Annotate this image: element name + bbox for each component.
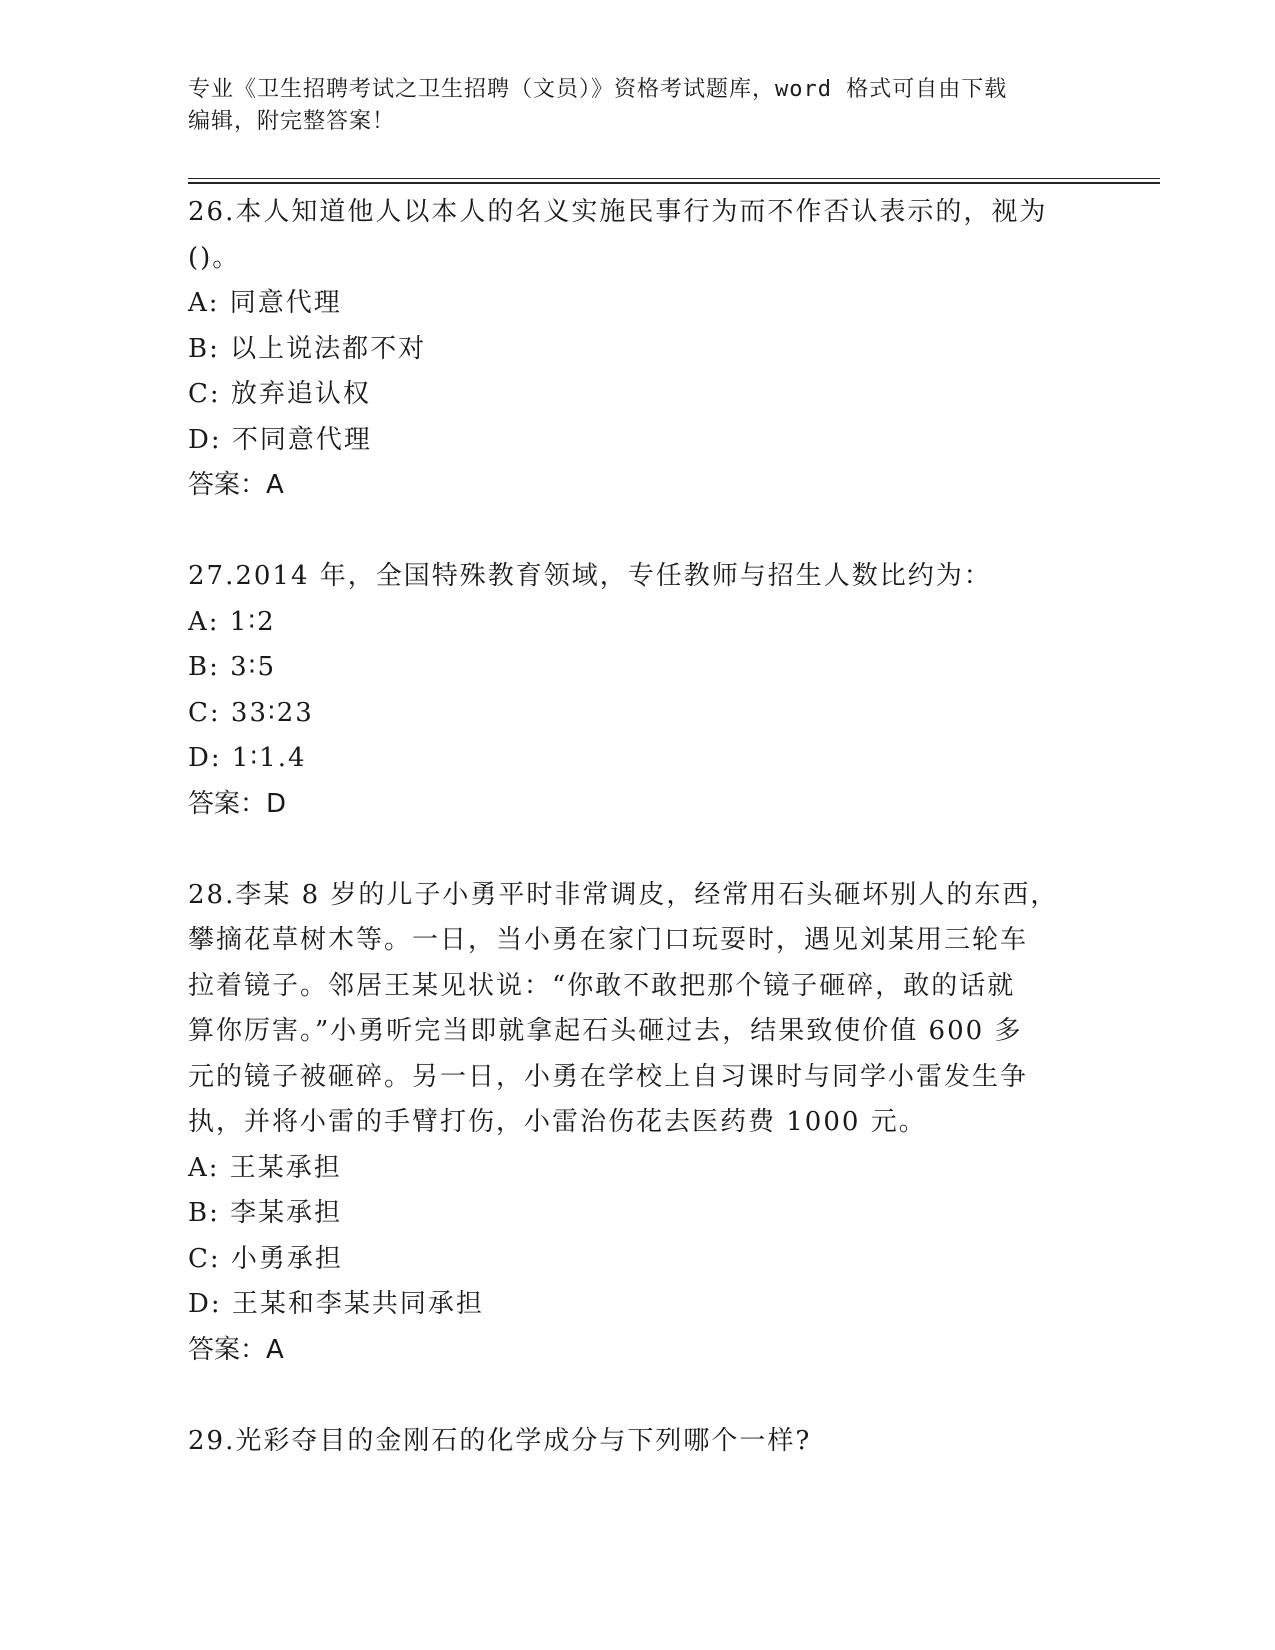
question-stem: 算你厉害。”小勇听完当即就拿起石头砸过去，结果致使价值 600 多 bbox=[188, 1016, 1023, 1046]
question-27 bbox=[188, 554, 1088, 827]
answer: 答案：A bbox=[188, 470, 284, 500]
option-c: C: 33∶23 bbox=[188, 697, 314, 728]
header-divider-thick bbox=[188, 182, 1160, 184]
question-28 bbox=[188, 873, 1088, 1374]
question-list bbox=[188, 190, 1088, 1464]
question-stem: 攀摘花草树木等。一日，当小勇在家门口玩耍时，遇见刘某用三轮车 bbox=[188, 925, 1029, 955]
option-b: B: 3∶5 bbox=[188, 652, 276, 682]
spacer bbox=[188, 1373, 1088, 1419]
header-line-2: 编辑，附完整答案！ bbox=[188, 109, 396, 134]
spacer bbox=[188, 509, 1088, 555]
document-header bbox=[188, 74, 1088, 138]
option-d: D: 王某和李某共同承担 bbox=[188, 1289, 484, 1319]
question-stem: 28.李某 8 岁的儿子小勇平时非常调皮，经常用石头砸坏别人的东西， bbox=[188, 879, 1059, 910]
question-stem: 执，并将小雷的手臂打伤，小雷治伤花去医药费 1000 元。 bbox=[188, 1107, 927, 1137]
option-b: B: 以上说法都不对 bbox=[188, 333, 427, 364]
question-stem: 元的镜子被砸碎。另一日，小勇在学校上自习课时与同学小雷发生争 bbox=[188, 1061, 1029, 1092]
question-stem: ()。 bbox=[188, 242, 241, 273]
spacer bbox=[188, 827, 1088, 873]
answer: 答案：A bbox=[188, 1334, 284, 1365]
question-stem: 29.光彩夺目的金刚石的化学成分与下列哪个一样? bbox=[188, 1425, 812, 1456]
question-stem: 27.2014 年，全国特殊教育领域，专任教师与招生人数比约为： bbox=[188, 561, 992, 591]
option-a: A: 1∶2 bbox=[188, 606, 276, 637]
header-line-1: 专业《卫生招聘考试之卫生招聘（文员）》资格考试题库，word 格式可自由下载 bbox=[188, 77, 1008, 102]
question-26 bbox=[188, 190, 1088, 509]
question-29 bbox=[188, 1419, 1088, 1465]
option-b: B: 李某承担 bbox=[188, 1198, 343, 1228]
header-divider-thin bbox=[188, 178, 1160, 179]
option-c: C: 小勇承担 bbox=[188, 1243, 343, 1274]
option-c: C: 放弃追认权 bbox=[188, 379, 371, 409]
option-d: D: 不同意代理 bbox=[188, 424, 372, 455]
option-d: D: 1∶1.4 bbox=[188, 743, 307, 773]
option-a: A: 王某承担 bbox=[188, 1152, 342, 1183]
answer: 答案：D bbox=[188, 788, 287, 819]
question-stem: 26.本人知道他人以本人的名义实施民事行为而不作否认表示的，视为 bbox=[188, 197, 1048, 227]
option-a: A: 同意代理 bbox=[188, 288, 342, 318]
question-stem: 拉着镜子。邻居王某见状说：“你敢不敢把那个镜子砸碎，敢的话就 bbox=[188, 970, 1016, 1001]
